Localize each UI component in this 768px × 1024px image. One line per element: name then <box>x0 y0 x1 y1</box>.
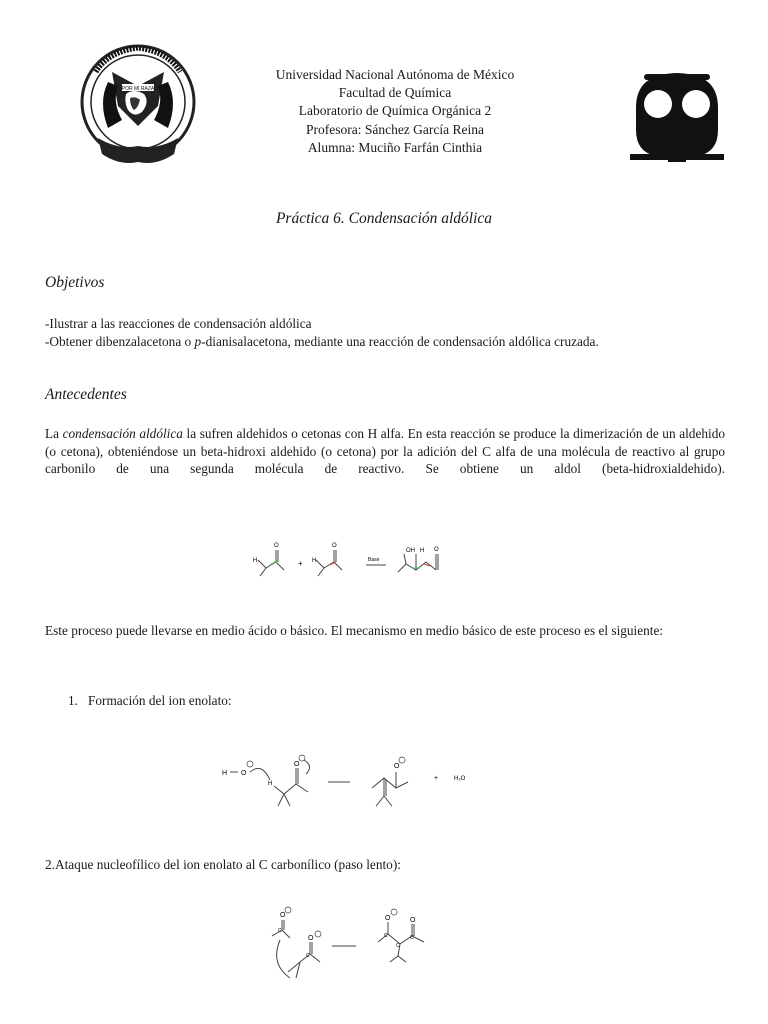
svg-text:C: C <box>278 928 282 934</box>
step-1: 1. Formación del ion enolato: <box>68 693 232 708</box>
objetivos-list <box>45 315 725 350</box>
svg-text:O: O <box>394 763 400 770</box>
svg-text:O: O <box>434 547 439 553</box>
antecedentes-paragraph: La condensación aldólica la sufren aldehidos o cetonas con H alfa. En esta reacción se produce la dimerización de un aldehido (o cetona), obteniéndose un beta-hidroxi aldehido (o cetona) por la adición del C alfa de una molécula de reactivo al grupo carbonilo de una segunda molécula de reactivo. Se obtiene un aldol (beta-hidroxialdehido). <box>45 426 725 476</box>
svg-text:OH: OH <box>406 548 415 554</box>
svg-text:O: O <box>385 915 391 922</box>
step-2: 2.Ataque nucleofílico del ion enolato al C carbonílico (paso lento): <box>45 857 401 872</box>
svg-text:C: C <box>384 933 388 939</box>
svg-text:O: O <box>274 543 279 549</box>
svg-text:O: O <box>410 917 416 924</box>
mechanism-intro-paragraph: Este proceso puede llevarse en medio ácido o básico. El mecanismo en medio básico de este proceso es el siguiente: <box>45 623 664 638</box>
university-name: Universidad Nacional Autónoma de México <box>275 67 515 82</box>
enolate-formation-scheme <box>216 738 488 824</box>
unam-crest-logo <box>78 42 198 174</box>
svg-text:H: H <box>268 781 273 787</box>
unam-motto-text: POR MI RAZA <box>121 86 155 92</box>
objetivo-item: -Obtener dibenzalacetona o p-dianisalacetona, mediante una reacción de condensación aldólica cruzada. <box>45 333 599 349</box>
svg-text:O: O <box>241 770 247 777</box>
svg-text:H: H <box>253 558 258 564</box>
antecedentes-heading: Antecedentes <box>45 386 127 403</box>
svg-text:+: + <box>434 775 439 782</box>
svg-text:O: O <box>280 912 286 919</box>
svg-text:H₂O: H₂O <box>454 776 466 782</box>
document-title: Práctica 6. Condensación aldólica <box>275 210 493 227</box>
svg-text:C: C <box>306 953 310 959</box>
svg-text:O: O <box>332 543 337 549</box>
svg-text:H: H <box>312 558 317 564</box>
svg-text:C: C <box>396 943 400 949</box>
aldol-reaction-scheme <box>240 534 480 592</box>
facultad-quimica-owl-logo <box>628 68 726 166</box>
svg-text:Base: Base <box>368 557 380 563</box>
professor-name: Profesora: Sánchez García Reina <box>305 121 485 137</box>
faculty-name: Facultad de Química <box>338 85 452 101</box>
term-condensacion-aldolica: condensación aldólica <box>62 426 183 441</box>
svg-text:H: H <box>420 548 425 554</box>
lab-name: Laboratorio de Química Orgánica 2 <box>298 103 492 119</box>
svg-text:O: O <box>294 761 300 768</box>
svg-text:O: O <box>308 935 314 942</box>
institution-header <box>230 66 560 157</box>
svg-text:H: H <box>222 770 228 777</box>
svg-text:C: C <box>410 935 414 941</box>
svg-text:+: + <box>298 559 303 568</box>
nucleophilic-attack-scheme <box>260 900 438 990</box>
objetivos-heading: Objetivos <box>45 274 105 291</box>
student-name: Alumna: Muciño Farfán Cinthia <box>307 139 483 155</box>
objetivo-item: -Ilustrar a las reacciones de condensación aldólica <box>45 316 312 331</box>
